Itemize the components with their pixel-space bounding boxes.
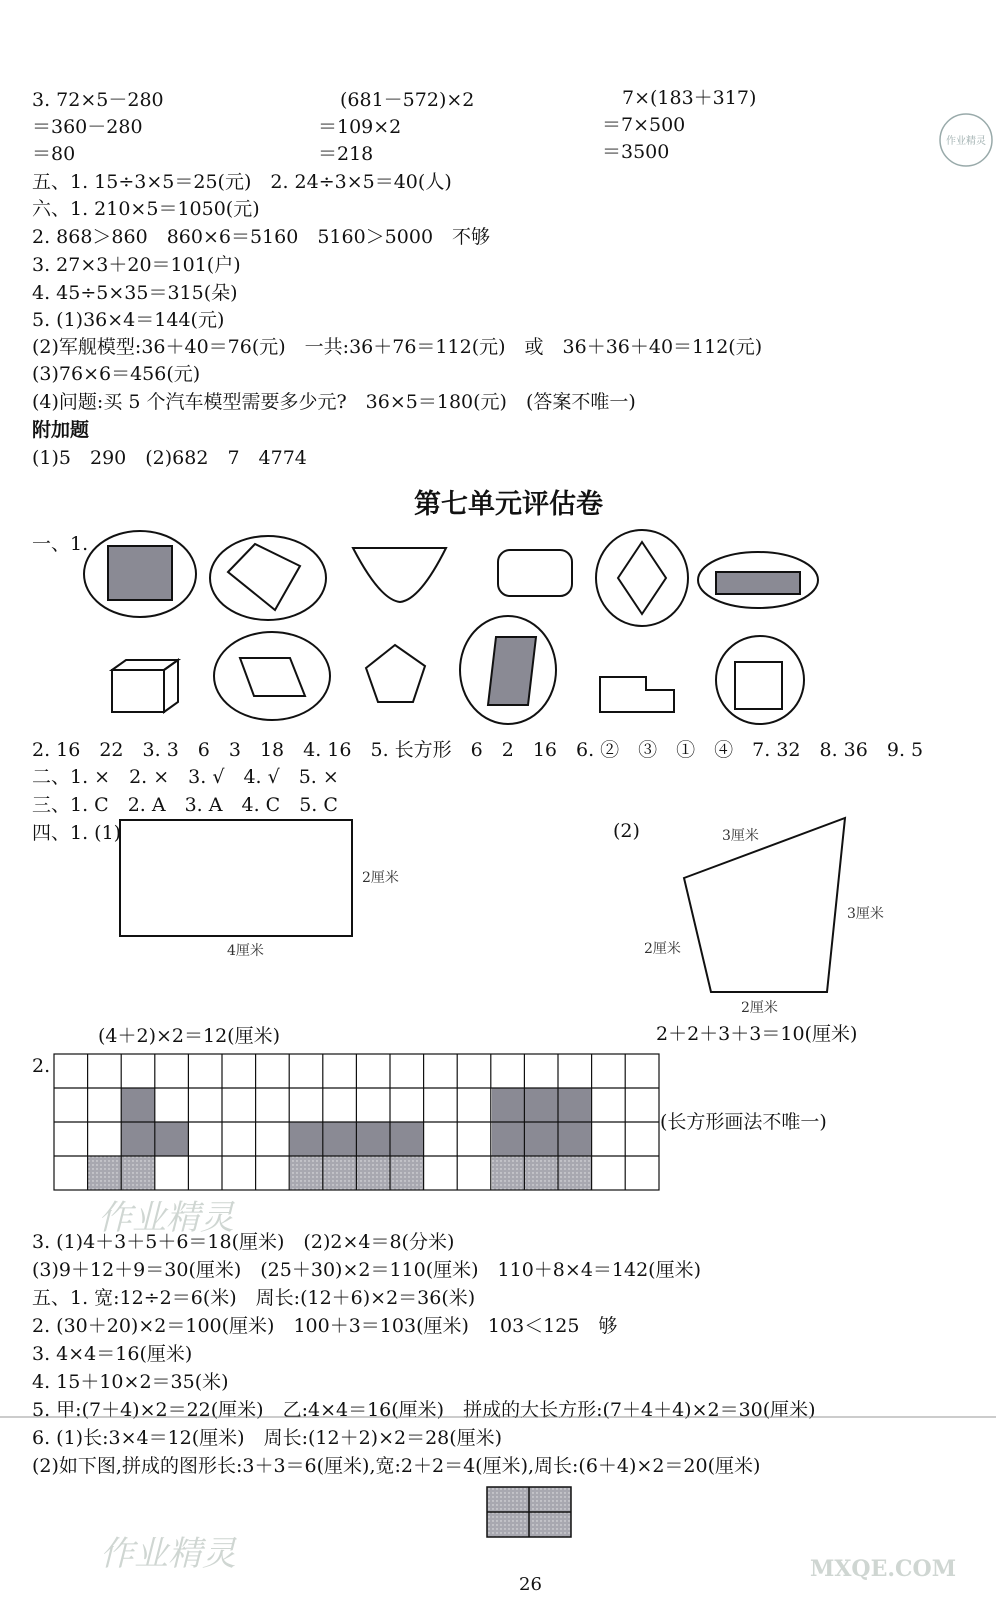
answer-6-5-2: (2)军舰模型:36＋40＝76(元) 一共:36＋76＝112(元) 或 36＋36＋40＝112(元) xyxy=(32,336,763,358)
answer-6-3: 3. 27×3＋20＝101(户) xyxy=(32,254,241,276)
part5-3: 3. 4×4＝16(厘米) xyxy=(32,1343,193,1365)
part5-2: 2. (30＋20)×2＝100(厘米) 100＋3＝103(厘米) 103＜125 够 xyxy=(32,1315,618,1337)
part5-1: 五、1. 宽:12÷2＝6(米) 周长:(12＋6)×2＝36(米) xyxy=(32,1287,476,1309)
quad-top-label: 3厘米 xyxy=(722,828,759,844)
calc-3b-line2: ＝109×2 xyxy=(318,116,402,138)
grid-note: (长方形画法不唯一) xyxy=(660,1111,827,1133)
q4-3-1: 3. (1)4＋3＋5＋6＝18(厘米) (2)2×4＝8(分米) xyxy=(32,1231,455,1253)
answer-6-5-4: (4)问题:买 5 个汽车模型需要多少元? 36×5＝180(元) (答案不唯一) xyxy=(32,391,636,413)
bonus-answers: (1)5 290 (2)682 7 4774 xyxy=(32,447,307,469)
rect-width-label: 4厘米 xyxy=(227,943,264,959)
site-watermark: MXQE.COM xyxy=(810,1556,957,1582)
calc-3a-line3: ＝80 xyxy=(32,143,76,165)
grid-label: 2. xyxy=(32,1055,51,1077)
quad-left-label: 2厘米 xyxy=(644,941,681,957)
answer-6-4: 4. 45÷5×35＝315(朵) xyxy=(32,282,238,304)
part5-4: 4. 15＋10×2＝35(米) xyxy=(32,1371,229,1393)
bonus-heading: 附加题 xyxy=(32,419,90,441)
calc-3c-line1: 7×(183＋317) xyxy=(622,87,757,109)
page-number: 26 xyxy=(519,1574,542,1595)
calc-3c-line3: ＝3500 xyxy=(602,141,670,163)
watermark-stamp-bottom: 作业精灵 xyxy=(100,1534,236,1574)
calc-3a-line2: ＝360－280 xyxy=(32,116,143,138)
q1-label: 一、1. xyxy=(32,533,89,555)
quad-bottom-label: 2厘米 xyxy=(741,1000,778,1016)
calc-3b-line3: ＝218 xyxy=(318,143,374,165)
part5-6-2: (2)如下图,拼成的图形长:3＋3＝6(厘米),宽:2＋2＝4(厘米),周长:(6＋4)×2＝20(厘米) xyxy=(32,1455,761,1477)
q4-1-label: 四、1. (1) xyxy=(32,822,122,844)
rect-height-label: 2厘米 xyxy=(362,870,399,886)
part5-6-1: 6. (1)长:3×4＝12(厘米) 周长:(12＋2)×2＝28(厘米) xyxy=(32,1427,503,1449)
calc-3b-line1: (681－572)×2 xyxy=(340,89,475,111)
answer-6-2: 2. 868＞860 860×6＝5160 5160＞5000 不够 xyxy=(32,226,491,248)
quad-perimeter: 2＋2＋3＋3＝10(厘米) xyxy=(656,1023,858,1045)
part3-answers: 三、1. C 2. A 3. A 4. C 5. C xyxy=(32,794,338,816)
answer-6-5-1: 5. (1)36×4＝144(元) xyxy=(32,309,225,331)
rect-perimeter: (4＋2)×2＝12(厘米) xyxy=(98,1025,281,1047)
watermark-stamp-mid: 作业精灵 xyxy=(98,1198,234,1238)
answer-6-1: 六、1. 210×5＝1050(元) xyxy=(32,198,260,220)
part5-5: 5. 甲:(7＋4)×2＝22(厘米) 乙:4×4＝16(厘米) 拼成的大长方形:(7＋4＋4)×2＝30(厘米) xyxy=(32,1399,816,1421)
svg-text:作业精灵: 作业精灵 xyxy=(946,136,986,147)
q4-3-2: (3)9＋12＋9＝30(厘米) (25＋30)×2＝110(厘米) 110＋8×4＝142(厘米) xyxy=(32,1259,701,1281)
calc-3a-line1: 3. 72×5－280 xyxy=(32,89,164,111)
q4-2-label: (2) xyxy=(613,820,640,842)
section-title: 第七单元评估卷 xyxy=(414,489,603,520)
answer-6-5-3: (3)76×6＝456(元) xyxy=(32,363,201,385)
q2-16-answers: 2. 16 22 3. 3 6 3 18 4. 16 5. 长方形 6 2 16 6. ② ③ ① ④ 7. 32 8. 36 9. 5 xyxy=(32,739,924,761)
calc-3c-line2: ＝7×500 xyxy=(602,114,686,136)
answer-5: 五、1. 15÷3×5＝25(元) 2. 24÷3×5＝40(人) xyxy=(32,171,452,193)
part2-answers: 二、1. × 2. × 3. √ 4. √ 5. × xyxy=(32,766,339,788)
quad-right-label: 3厘米 xyxy=(847,906,884,922)
